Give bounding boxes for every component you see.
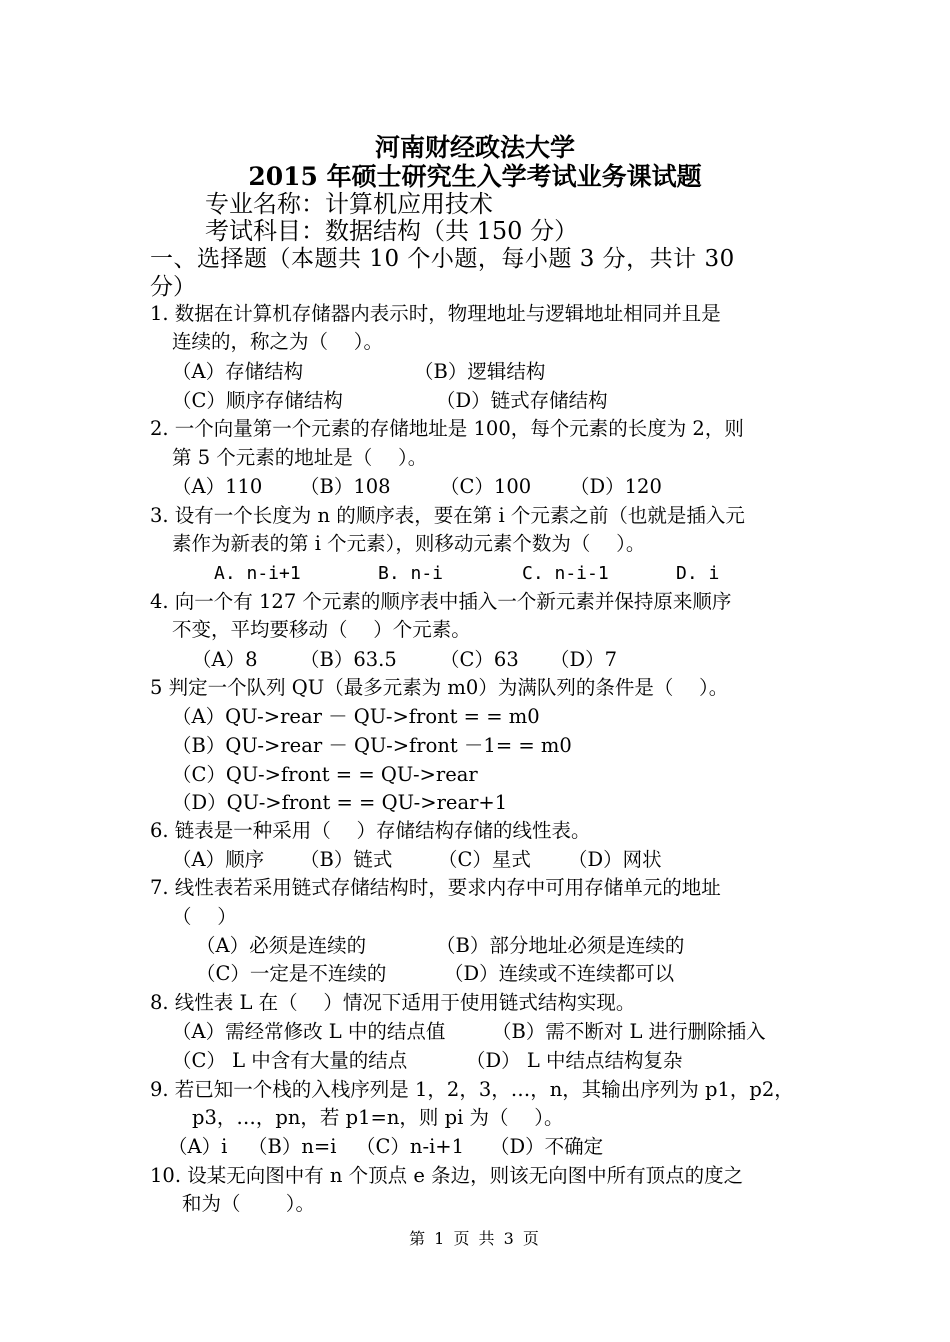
section-heading-cont: 分） [150, 274, 196, 300]
university-title: 河南财经政法大学 [374, 133, 575, 162]
question-10-text: 10. 设某无向图中有 n 个顶点 e 条边，则该无向图中所有顶点的度之 [150, 1164, 744, 1187]
question-6-option-a: （A）顺序 [172, 848, 265, 871]
question-2-option-a: （A）110 [172, 475, 263, 498]
question-8-text: 8. 线性表 L 在（ ）情况下适用于使用链式结构实现。 [150, 991, 636, 1014]
question-7-option-a: （A）必须是连续的 [196, 934, 367, 957]
question-1-option-b: （B）逻辑结构 [414, 360, 546, 383]
question-6-option-b: （B）链式 [300, 848, 393, 871]
question-3-text: 3. 设有一个长度为 n 的顺序表，要在第 i 个元素之前（也就是插入元 [150, 504, 745, 527]
question-4-option-d: （D）7 [550, 648, 618, 671]
question-3-option-d: D. i [676, 563, 720, 584]
question-3-option-a: A. n-i+1 [214, 563, 301, 584]
question-9-option-d: （D）不确定 [490, 1135, 604, 1158]
question-5-option-c: （C）QU->front = = QU->rear [172, 763, 478, 786]
exam-subject: 考试科目：数据结构（共 150 分） [205, 217, 579, 245]
question-8-option-b: （B）需不断对 L 进行删除插入 [492, 1020, 766, 1043]
question-2-option-d: （D）120 [570, 475, 662, 498]
question-4-text: 4. 向一个有 127 个元素的顺序表中插入一个新元素并保持原来顺序 [150, 590, 732, 613]
question-9-option-c: （C）n-i+1 [356, 1135, 465, 1158]
question-2-option-c: （C）100 [440, 475, 532, 498]
page-footer: 第 1 页 共 3 页 [409, 1229, 541, 1248]
question-1-text: 1. 数据在计算机存储器内表示时，物理地址与逻辑地址相同并且是 [150, 302, 721, 325]
question-6-option-d: （D）网状 [568, 848, 662, 871]
question-9-option-a: （A）i [168, 1135, 228, 1158]
question-4-option-c: （C）63 [440, 648, 519, 671]
question-1-option-d: （D）链式存储结构 [436, 389, 608, 412]
question-2-text-cont: 第 5 个元素的地址是（ ）。 [172, 446, 428, 469]
question-3-option-b: B. n-i [378, 563, 444, 584]
question-7-option-d: （D）连续或不连续都可以 [444, 962, 675, 985]
question-4-text-cont: 不变，平均要移动（ ）个元素。 [172, 618, 471, 641]
question-6-text: 6. 链表是一种采用（ ）存储结构存储的线性表。 [150, 819, 591, 842]
question-1-text-cont: 连续的，称之为（ ）。 [172, 330, 383, 353]
question-9-option-b: （B）n=i [248, 1135, 337, 1158]
question-7-text: 7. 线性表若采用链式存储结构时，要求内存中可用存储单元的地址 [150, 876, 721, 899]
question-8-option-d: （D） L 中结点结构复杂 [466, 1049, 683, 1072]
question-8-option-c: （C） L 中含有大量的结点 [172, 1049, 408, 1072]
question-4-option-a: （A）8 [192, 648, 258, 671]
exam-title: 2015 年硕士研究生入学考试业务课试题 [248, 162, 702, 191]
question-2-option-b: （B）108 [300, 475, 391, 498]
major-name: 专业名称：计算机应用技术 [205, 190, 493, 218]
question-6-option-c: （C）星式 [438, 848, 531, 871]
section-heading: 一、选择题（本题共 10 个小题，每小题 3 分，共计 30 [150, 246, 735, 272]
question-7-option-c: （C）一定是不连续的 [196, 962, 387, 985]
question-3-option-c: C. n-i-1 [522, 563, 609, 584]
question-3-text-cont: 素作为新表的第 i 个元素），则移动元素个数为（ ）。 [172, 532, 646, 555]
question-5-text: 5 判定一个队列 QU（最多元素为 m0）为满队列的条件是（ ）。 [150, 676, 729, 699]
question-4-option-b: （B）63.5 [300, 648, 397, 671]
question-2-text: 2. 一个向量第一个元素的存储地址是 100，每个元素的长度为 2，则 [150, 417, 744, 440]
question-7-text-cont: （ ） [172, 905, 237, 928]
question-1-option-a: （A）存储结构 [172, 360, 304, 383]
question-9-text: 9. 若已知一个栈的入栈序列是 1，2，3，…，n，其输出序列为 p1，p2， [150, 1078, 794, 1101]
question-5-option-d: （D）QU->front = = QU->rear+1 [172, 791, 508, 814]
question-5-option-a: （A）QU->rear － QU->front = = m0 [172, 705, 540, 728]
question-5-option-b: （B）QU->rear － QU->front －1= = m0 [172, 734, 572, 757]
question-1-option-c: （C）顺序存储结构 [172, 389, 343, 412]
question-8-option-a: （A）需经常修改 L 中的结点值 [172, 1020, 446, 1043]
question-9-text-cont: p3，…，pn，若 p1=n，则 pi 为（ ）。 [192, 1106, 564, 1129]
question-7-option-b: （B）部分地址必须是连续的 [436, 934, 685, 957]
question-10-text-cont: 和为（ ）。 [182, 1192, 315, 1215]
